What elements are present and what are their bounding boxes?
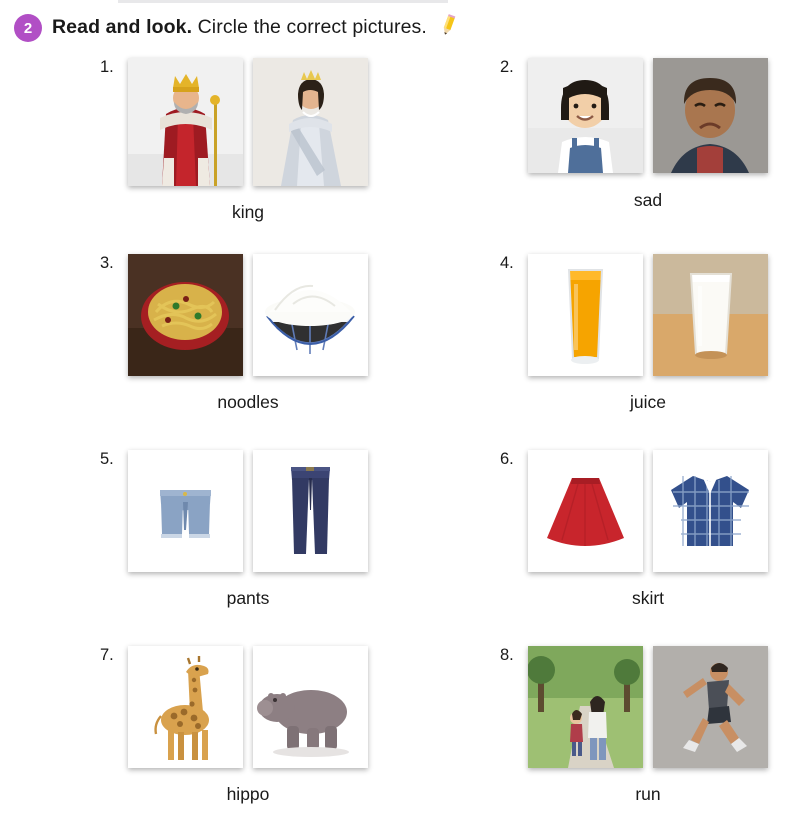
item-number: 5. <box>100 450 114 468</box>
picture-giraffe[interactable] <box>128 646 243 768</box>
exercise-item-5 <box>0 444 400 640</box>
exercise-instruction <box>52 14 458 42</box>
picture-queen[interactable] <box>253 58 368 186</box>
item-pictures <box>128 450 368 572</box>
picture-shirt[interactable] <box>653 450 768 572</box>
item-label: noodles <box>217 392 279 412</box>
picture-skirt[interactable] <box>528 450 643 572</box>
instruction-bold-text: Read and look. <box>52 16 193 39</box>
picture-happy-girl[interactable] <box>528 58 643 173</box>
item-row <box>0 640 800 836</box>
picture-shorts[interactable] <box>128 450 243 572</box>
picture-noodles[interactable] <box>128 254 243 376</box>
exercise-item-2 <box>400 52 800 248</box>
picture-walk[interactable] <box>528 646 643 768</box>
item-pictures <box>528 450 768 572</box>
item-number: 7. <box>100 646 114 664</box>
item-number: 8. <box>500 646 514 664</box>
picture-milk[interactable] <box>653 254 768 376</box>
picture-sad-boy[interactable] <box>653 58 768 173</box>
item-row <box>0 248 800 444</box>
item-row <box>0 52 800 248</box>
picture-run[interactable] <box>653 646 768 768</box>
item-number: 1. <box>100 58 114 76</box>
item-pictures <box>128 58 368 186</box>
item-number: 3. <box>100 254 114 272</box>
exercise-item-8 <box>400 640 800 836</box>
exercise-item-6 <box>400 444 800 640</box>
exercise-item-1 <box>0 52 400 248</box>
item-label: hippo <box>226 784 270 804</box>
item-label: pants <box>226 588 270 608</box>
exercise-item-3 <box>0 248 400 444</box>
page-top-rule <box>118 0 448 7</box>
item-number: 4. <box>500 254 514 272</box>
instruction-rest-text: Circle the correct pictures. <box>197 16 427 39</box>
item-pictures <box>128 254 368 376</box>
item-label: run <box>635 784 661 804</box>
item-pictures <box>528 58 768 173</box>
picture-rice[interactable] <box>253 254 368 376</box>
exercise-item-7 <box>0 640 400 836</box>
exercise-header <box>14 14 458 42</box>
item-pictures <box>128 646 368 768</box>
exercise-number-badge: 2 <box>14 14 42 42</box>
exercise-items <box>0 52 800 836</box>
item-pictures <box>528 646 768 768</box>
item-number: 6. <box>500 450 514 468</box>
item-pictures <box>528 254 768 376</box>
item-row <box>0 444 800 640</box>
exercise-item-4 <box>400 248 800 444</box>
pencil-icon <box>438 14 458 42</box>
picture-pants[interactable] <box>253 450 368 572</box>
item-label: king <box>231 202 265 222</box>
item-label: skirt <box>631 588 665 608</box>
item-number: 2. <box>500 58 514 76</box>
item-label: juice <box>630 392 666 412</box>
item-label: sad <box>633 190 663 210</box>
picture-hippo[interactable] <box>253 646 368 768</box>
picture-king[interactable] <box>128 58 243 186</box>
picture-orange-juice[interactable] <box>528 254 643 376</box>
